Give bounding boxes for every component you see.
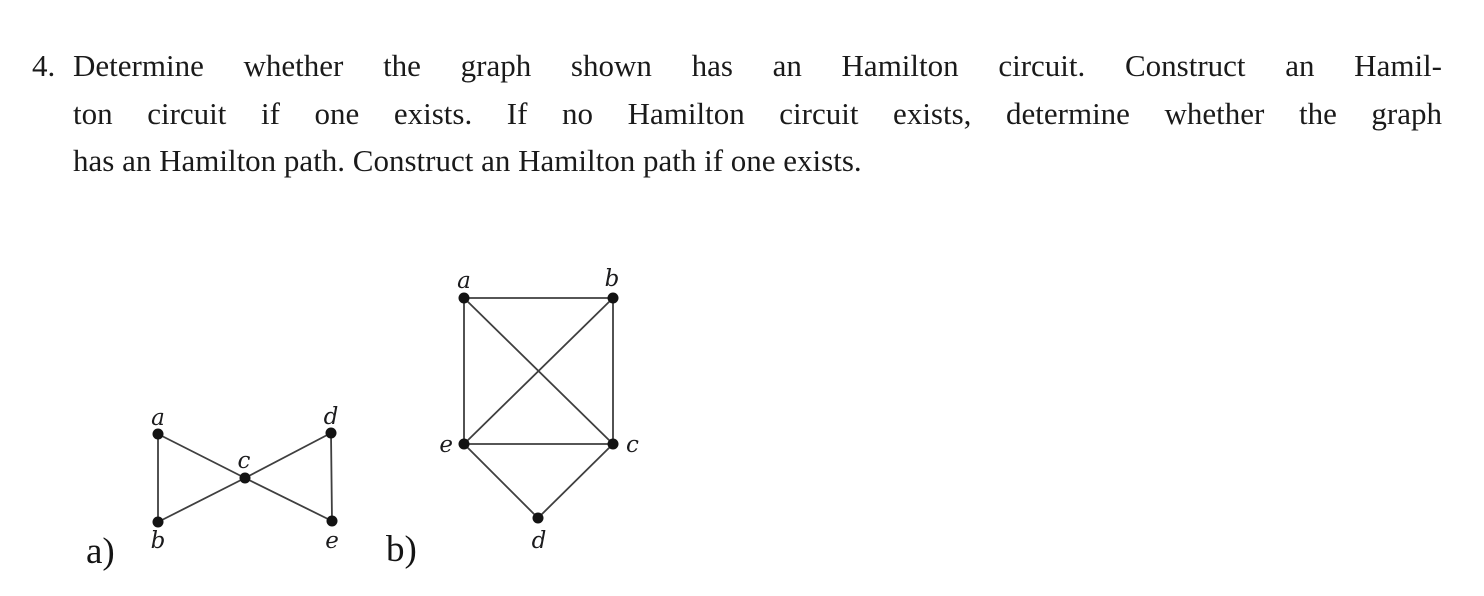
graph-a-vertex-label-e: e bbox=[325, 528, 339, 554]
graph-a-edge-cd bbox=[245, 433, 331, 478]
graph-a-vertex-label-a: a bbox=[151, 405, 165, 431]
graph-a-edge-bc bbox=[158, 478, 245, 522]
graph-a bbox=[151, 404, 339, 554]
graph-a-vertex-label-c: c bbox=[237, 448, 251, 474]
problem-line-1: Determine whether the graph shown has an Hamilton circuit. Construct an Hamil- bbox=[73, 48, 1442, 83]
graph-a-vertex-b bbox=[153, 517, 164, 528]
graph-b-vertex-d bbox=[533, 513, 544, 524]
graph-b-vertex-a bbox=[459, 293, 470, 304]
graph-b-vertex-label-b: b bbox=[604, 266, 620, 292]
graph-b-vertex-label-a: a bbox=[457, 268, 471, 294]
graph-b-vertex-b bbox=[608, 293, 619, 304]
figure-a-caption: a) bbox=[86, 531, 115, 572]
graph-a-vertex-label-b: b bbox=[150, 528, 166, 554]
graph-b-edge-cd bbox=[538, 444, 613, 518]
graph-b-vertex-label-d: d bbox=[531, 528, 547, 554]
graph-b-vertex-e bbox=[459, 439, 470, 450]
graph-b bbox=[439, 266, 639, 554]
graph-a-vertex-e bbox=[327, 516, 338, 527]
problem-line-2: ton circuit if one exists. If no Hamilton circuit exists, determine whether the graph bbox=[73, 95, 1442, 131]
problem-line-3: has an Hamilton path. Construct an Hamilton path if one exists. bbox=[73, 143, 862, 178]
graph-a-edge-ce bbox=[245, 478, 332, 521]
graph-b-vertex-c bbox=[608, 439, 619, 450]
graph-a-vertex-c bbox=[240, 473, 251, 484]
problem-number: 4. bbox=[32, 48, 56, 83]
figure-b-caption: b) bbox=[386, 529, 417, 570]
graph-a-edge-de bbox=[331, 433, 332, 521]
graph-a-edge-ac bbox=[158, 434, 245, 478]
graph-b-edge-ed bbox=[464, 444, 538, 518]
graph-a-vertex-label-d: d bbox=[323, 404, 339, 430]
graph-b-vertex-label-c: c bbox=[626, 432, 639, 458]
graph-b-vertex-label-e: e bbox=[439, 432, 453, 458]
